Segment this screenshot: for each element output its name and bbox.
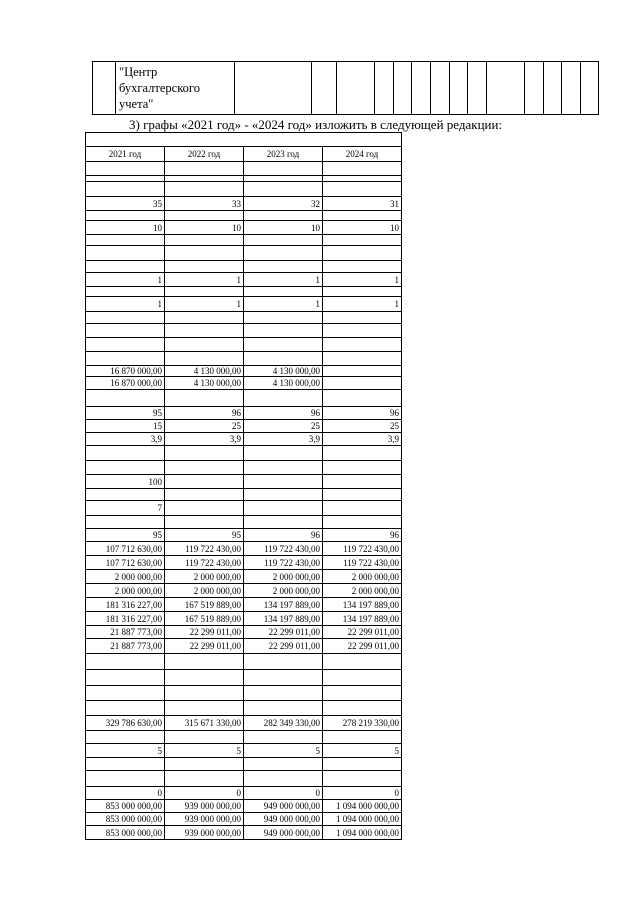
table-row [86,813,402,826]
table-cell [323,162,402,176]
header-cell-blank [431,62,450,115]
column-header-2021: 2021 год [86,147,165,162]
table-cell: 95 [86,407,165,420]
table-cell: 5 [165,744,244,758]
table-cell: 939 000 000,00 [165,826,244,840]
table-cell [165,312,244,324]
table-cell [244,235,323,246]
table-cell [244,501,323,516]
table-row [86,407,402,420]
table-cell: 16 870 000,00 [86,366,165,377]
table-cell: 22 299 011,00 [244,639,323,654]
table-header-row [86,147,402,162]
header-cell-blank [93,62,116,115]
table-cell [323,758,402,771]
table-cell [323,731,402,744]
table-cell [86,235,165,246]
table-cell: 10 [244,221,323,235]
table-cell: 22 299 011,00 [165,639,244,654]
table-row [86,273,402,287]
table-cell: 181 316 227,00 [86,598,165,612]
table-cell: 853 000 000,00 [86,800,165,813]
table-cell: 32 [244,197,323,211]
table-row [86,570,402,584]
table-cell: 5 [86,744,165,758]
table-cell [323,489,402,501]
table-cell [86,701,165,716]
table-cell [86,338,165,352]
table-row [86,626,402,639]
table-cell: 100 [86,475,165,489]
table-row [86,197,402,211]
table-row [86,598,402,612]
header-cell-blank [544,62,562,115]
table-cell: 1 [86,297,165,312]
table-cell [86,446,165,461]
table-cell [244,182,323,197]
column-header-2022: 2022 год [165,147,244,162]
table-cell [86,312,165,324]
table-row [86,516,402,529]
table-cell [244,312,323,324]
table-row [86,670,402,686]
table-row [86,366,402,377]
table-cell: 96 [323,529,402,542]
table-cell: 939 000 000,00 [165,800,244,813]
table-row [86,542,402,556]
table-row [86,162,402,176]
table-cell: 119 722 430,00 [165,542,244,556]
table-row [86,461,402,475]
center-label: "Центр бухгалтерского учета" [119,65,200,111]
table-cell: 1 [323,273,402,287]
table-cell: 3,9 [86,433,165,446]
table-cell: 1 [323,297,402,312]
table-row [86,246,402,261]
table-cell: 95 [86,529,165,542]
table-row [86,390,402,407]
table-cell: 1 [165,273,244,287]
table-cell [86,162,165,176]
top-blank-cell [86,133,402,147]
year-values-table [85,132,402,840]
table-cell [244,211,323,221]
table-cell [86,324,165,338]
table-cell [165,287,244,297]
table-cell: 7 [86,501,165,516]
header-cell-center-label [116,62,235,115]
table-cell [165,162,244,176]
table-cell: 5 [244,744,323,758]
table-cell [244,324,323,338]
table-cell: 3,9 [244,433,323,446]
table-row [86,338,402,352]
table-cell: 0 [323,787,402,800]
table-row [86,489,402,501]
intro-text: 3) графы «2021 год» - «2024 год» изложить в следующей редакции: [129,117,503,132]
table-cell [86,287,165,297]
table-row [86,758,402,771]
table-cell [323,701,402,716]
table-cell: 167 519 889,00 [165,598,244,612]
table-cell: 1 [244,297,323,312]
table-row [86,716,402,731]
table-cell: 2 000 000,00 [244,570,323,584]
table-cell: 2 000 000,00 [323,570,402,584]
table-cell [86,771,165,787]
table-cell: 35 [86,197,165,211]
table-cell: 3,9 [323,433,402,446]
table-cell: 329 786 630,00 [86,716,165,731]
table-cell [165,246,244,261]
table-cell [244,516,323,529]
table-row [86,221,402,235]
table-cell [165,701,244,716]
header-cell-blank [487,62,525,115]
table-cell [86,516,165,529]
table-cell: 2 000 000,00 [86,584,165,598]
table-cell [165,324,244,338]
table-cell [244,731,323,744]
table-cell [244,338,323,352]
table-cell [244,489,323,501]
table-cell: 939 000 000,00 [165,813,244,826]
table-cell [244,461,323,475]
table-cell [323,246,402,261]
table-cell: 96 [244,529,323,542]
table-cell: 1 094 000 000,00 [323,800,402,813]
table-cell: 1 094 000 000,00 [323,813,402,826]
table-cell [244,701,323,716]
table-cell [323,235,402,246]
table-cell [165,235,244,246]
table-cell: 10 [86,221,165,235]
table-cell: 134 197 889,00 [244,612,323,626]
table-cell: 949 000 000,00 [244,800,323,813]
table-cell [244,446,323,461]
table-cell: 107 712 630,00 [86,542,165,556]
table-cell [244,390,323,407]
table-cell [323,654,402,670]
table-cell [244,686,323,701]
table-row [86,352,402,366]
table-cell: 167 519 889,00 [165,612,244,626]
table-row [86,377,402,390]
table-cell [86,670,165,686]
table-row [86,800,402,813]
table-cell: 949 000 000,00 [244,826,323,840]
table-cell [244,758,323,771]
header-cell-blank [412,62,431,115]
table-cell: 282 349 330,00 [244,716,323,731]
table-cell: 25 [244,420,323,433]
header-cell-blank [468,62,487,115]
table-cell [86,461,165,475]
table-cell [323,670,402,686]
table-cell [86,211,165,221]
header-cell-blank [312,62,337,115]
table-cell [165,461,244,475]
table-cell [86,489,165,501]
table-cell [86,261,165,273]
table-cell: 95 [165,529,244,542]
table-cell: 31 [323,197,402,211]
table-cell: 4 130 000,00 [165,377,244,390]
table-cell [323,390,402,407]
table-row [86,312,402,324]
table-cell: 22 299 011,00 [165,626,244,639]
table-cell: 22 299 011,00 [323,626,402,639]
table-cell [323,686,402,701]
table-cell [244,654,323,670]
header-cell-blank [375,62,394,115]
table-cell [165,390,244,407]
header-cell-blank [562,62,581,115]
table-cell [244,287,323,297]
table-row [86,826,402,840]
table-cell [244,261,323,273]
table-cell: 5 [323,744,402,758]
table-cell [165,446,244,461]
table-cell: 2 000 000,00 [323,584,402,598]
table-cell [323,287,402,297]
column-header-2024: 2024 год [323,147,402,162]
table-row [86,654,402,670]
table-cell: 134 197 889,00 [244,598,323,612]
table-row [86,556,402,570]
column-header-2023: 2023 год [244,147,323,162]
table-cell [244,670,323,686]
table-cell: 21 887 773,00 [86,626,165,639]
table-cell: 16 870 000,00 [86,377,165,390]
table-cell [323,377,402,390]
table-cell: 21 887 773,00 [86,639,165,654]
table-row [86,261,402,273]
header-cell-blank [525,62,544,115]
table-cell [323,771,402,787]
table-cell: 0 [165,787,244,800]
table-cell: 96 [323,407,402,420]
table-cell: 0 [244,787,323,800]
table-cell [165,670,244,686]
table-cell [165,338,244,352]
table-row [86,420,402,433]
table-cell [165,758,244,771]
table-row [86,433,402,446]
table-cell [86,731,165,744]
table-cell [165,516,244,529]
table-cell [244,162,323,176]
header-cell-blank [235,62,312,115]
table-cell: 15 [86,420,165,433]
table-cell [86,182,165,197]
table-cell: 315 671 330,00 [165,716,244,731]
table-cell [323,352,402,366]
header-cell-blank [337,62,375,115]
table-cell: 134 197 889,00 [323,598,402,612]
table-cell [165,211,244,221]
table-cell [323,461,402,475]
table-cell [165,489,244,501]
table-row [86,287,402,297]
table-row [86,235,402,246]
table-row [86,701,402,716]
table-cell [86,352,165,366]
table-row [86,324,402,338]
table-cell: 949 000 000,00 [244,813,323,826]
table-cell: 134 197 889,00 [323,612,402,626]
table-row [86,211,402,221]
table-cell: 107 712 630,00 [86,556,165,570]
table-cell [165,182,244,197]
table-row [86,182,402,197]
table-cell [244,246,323,261]
table-cell: 10 [323,221,402,235]
table-cell: 278 219 330,00 [323,716,402,731]
table-cell: 96 [165,407,244,420]
table-cell [165,654,244,670]
table-cell: 4 130 000,00 [165,366,244,377]
table-row [86,771,402,787]
table-cell [86,246,165,261]
table-cell: 1 094 000 000,00 [323,826,402,840]
table-cell [86,686,165,701]
header-cell-blank [450,62,468,115]
table-cell [323,475,402,489]
table-row [86,787,402,800]
table-cell [244,771,323,787]
table-cell: 25 [165,420,244,433]
table-cell [323,312,402,324]
table-row [86,612,402,626]
table-cell: 2 000 000,00 [244,584,323,598]
table-cell: 119 722 430,00 [244,556,323,570]
header-row-table [92,61,599,115]
table-top-row [86,133,402,147]
table-cell: 1 [165,297,244,312]
table-row [86,529,402,542]
table-cell: 22 299 011,00 [244,626,323,639]
table-row [86,639,402,654]
table-cell [86,758,165,771]
table-cell [165,771,244,787]
table-row [86,297,402,312]
table-cell: 853 000 000,00 [86,826,165,840]
table-cell: 10 [165,221,244,235]
table-cell [165,352,244,366]
table-cell [323,366,402,377]
table-cell: 119 722 430,00 [323,556,402,570]
table-cell: 33 [165,197,244,211]
table-cell [323,338,402,352]
table-cell [165,731,244,744]
table-cell [165,686,244,701]
table-cell [86,390,165,407]
table-cell [165,261,244,273]
table-cell [244,475,323,489]
table-cell: 3,9 [165,433,244,446]
table-cell: 2 000 000,00 [165,584,244,598]
table-row [86,584,402,598]
table-row [86,744,402,758]
table-cell [323,446,402,461]
table-row [86,686,402,701]
table-cell [323,501,402,516]
table-cell [323,516,402,529]
table-row [86,501,402,516]
table-cell: 0 [86,787,165,800]
table-cell [86,654,165,670]
table-cell [323,211,402,221]
table-cell: 119 722 430,00 [244,542,323,556]
table-cell: 1 [244,273,323,287]
table-cell: 119 722 430,00 [165,556,244,570]
table-row [86,731,402,744]
table-row [86,475,402,489]
table-cell: 96 [244,407,323,420]
table-cell: 2 000 000,00 [86,570,165,584]
table-cell: 853 000 000,00 [86,813,165,826]
table-cell: 181 316 227,00 [86,612,165,626]
header-cell-blank [394,62,412,115]
table-cell [323,324,402,338]
table-cell: 25 [323,420,402,433]
table-cell [165,501,244,516]
table-cell [323,261,402,273]
table-cell: 22 299 011,00 [323,639,402,654]
table-cell: 1 [86,273,165,287]
table-cell [165,475,244,489]
table-cell [244,352,323,366]
table-cell: 4 130 000,00 [244,366,323,377]
table-row [86,446,402,461]
table-cell: 119 722 430,00 [323,542,402,556]
table-cell: 4 130 000,00 [244,377,323,390]
table-cell [323,182,402,197]
header-cell-blank [581,62,599,115]
table-cell: 2 000 000,00 [165,570,244,584]
